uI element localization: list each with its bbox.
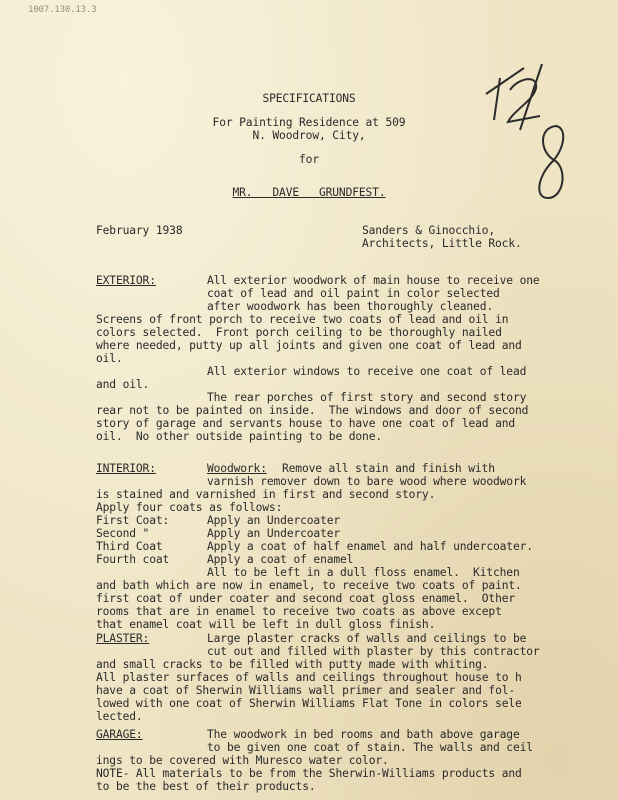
interior-line: is stained and varnished in first and second story. xyxy=(96,488,436,501)
coat-label: First Coat: xyxy=(96,514,170,527)
subtitle-line-2: N. Woodrow, City, xyxy=(252,129,366,142)
exterior-line: oil. No other outside painting to be done. xyxy=(96,430,383,443)
client-name: MR. DAVE GRUNDFEST. xyxy=(232,186,386,199)
exterior-line: where needed, putty up all joints and given one coat of lead and xyxy=(96,339,522,352)
exterior-line: oil. xyxy=(96,352,123,365)
plaster-line: lected. xyxy=(96,710,143,723)
architects-line-2: Architects, Little Rock. xyxy=(362,237,522,250)
plaster-line: Large plaster cracks of walls and ceilings to be xyxy=(207,632,527,645)
garage-line: NOTE- All materials to be from the Sherwin-Williams products and xyxy=(96,767,522,780)
interior-line: Remove all stain and finish with xyxy=(282,462,495,475)
woodwork-label: Woodwork: xyxy=(207,462,267,475)
interior-line: first coat of under coater and second coat gloss enamel. Other xyxy=(96,592,516,605)
coat-label: Second " xyxy=(96,527,150,540)
exterior-line: All exterior windows to receive one coat of lead xyxy=(207,365,527,378)
exterior-line: rear not to be painted on inside. The windows and door of second xyxy=(96,404,529,417)
garage-line: The woodwork in bed rooms and bath above garage xyxy=(207,728,520,741)
corner-archive-mark: 1007.130.13.3 xyxy=(28,5,97,15)
interior-line: rooms that are in enamel to receive two coats as above except xyxy=(96,605,502,618)
plaster-line: have a coat of Sherwin Williams wall primer and sealer and fol- xyxy=(96,684,516,697)
plaster-line: and small cracks to be filled with putty made with whiting. xyxy=(96,658,489,671)
coat-text: Apply an Undercoater xyxy=(207,527,341,540)
garage-line: to be the best of their products. xyxy=(96,780,316,793)
exterior-line: after woodwork has been thoroughly cleaned. xyxy=(207,300,494,313)
coat-text: Apply an Undercoater xyxy=(207,514,341,527)
exterior-line: The rear porches of first story and second story xyxy=(207,391,527,404)
for-label: for xyxy=(299,153,319,166)
garage-heading: GARAGE: xyxy=(96,728,143,741)
interior-line: that enamel coat will be left in dull gloss finish. xyxy=(96,618,436,631)
document-title: SPECIFICATIONS xyxy=(262,92,356,105)
coat-text: Apply a coat of enamel xyxy=(207,553,354,566)
interior-line: All to be left in a dull floss enamel. Kitchen xyxy=(207,566,520,579)
plaster-line: cut out and filled with plaster by this contractor xyxy=(207,645,540,658)
coat-label: Third Coat xyxy=(96,540,163,553)
exterior-line: story of garage and servants house to have one coat of lead and xyxy=(96,417,516,430)
plaster-line: All plaster surfaces of walls and ceilings throughout house to h xyxy=(96,671,522,684)
plaster-heading: PLASTER: xyxy=(96,632,150,645)
interior-heading: INTERIOR: xyxy=(96,462,156,475)
subtitle-line-1: For Painting Residence at 509 xyxy=(212,116,406,129)
handwritten-number-8 xyxy=(528,118,578,212)
plaster-line: lowed with one coat of Sherwin Williams Flat Tone in colors sele xyxy=(96,697,522,710)
document-date: February 1938 xyxy=(96,224,183,237)
architects-line-1: Sanders & Ginocchio, xyxy=(362,224,496,237)
exterior-line: and oil. xyxy=(96,378,150,391)
interior-line: Apply four coats as follows: xyxy=(96,501,283,514)
exterior-line: All exterior woodwork of main house to receive one xyxy=(207,274,540,287)
coat-text: Apply a coat of half enamel and half undercoater. xyxy=(207,540,533,553)
exterior-line: Screens of front porch to receive two coats of lead and oil in xyxy=(96,313,509,326)
exterior-line: colors selected. Front porch ceiling to be thoroughly nailed xyxy=(96,326,502,339)
interior-line: and bath which are now in enamel, to receive two coats of paint. xyxy=(96,579,522,592)
exterior-line: coat of lead and oil paint in color selected xyxy=(207,287,500,300)
exterior-heading: EXTERIOR: xyxy=(96,274,156,287)
garage-line: to be given one coat of stain. The walls and ceil xyxy=(207,741,533,754)
garage-line: ings to be covered with Muresco water color. xyxy=(96,754,389,767)
coat-label: Fourth coat xyxy=(96,553,170,566)
interior-line: varnish remover down to bare wood where woodwork xyxy=(207,475,527,488)
